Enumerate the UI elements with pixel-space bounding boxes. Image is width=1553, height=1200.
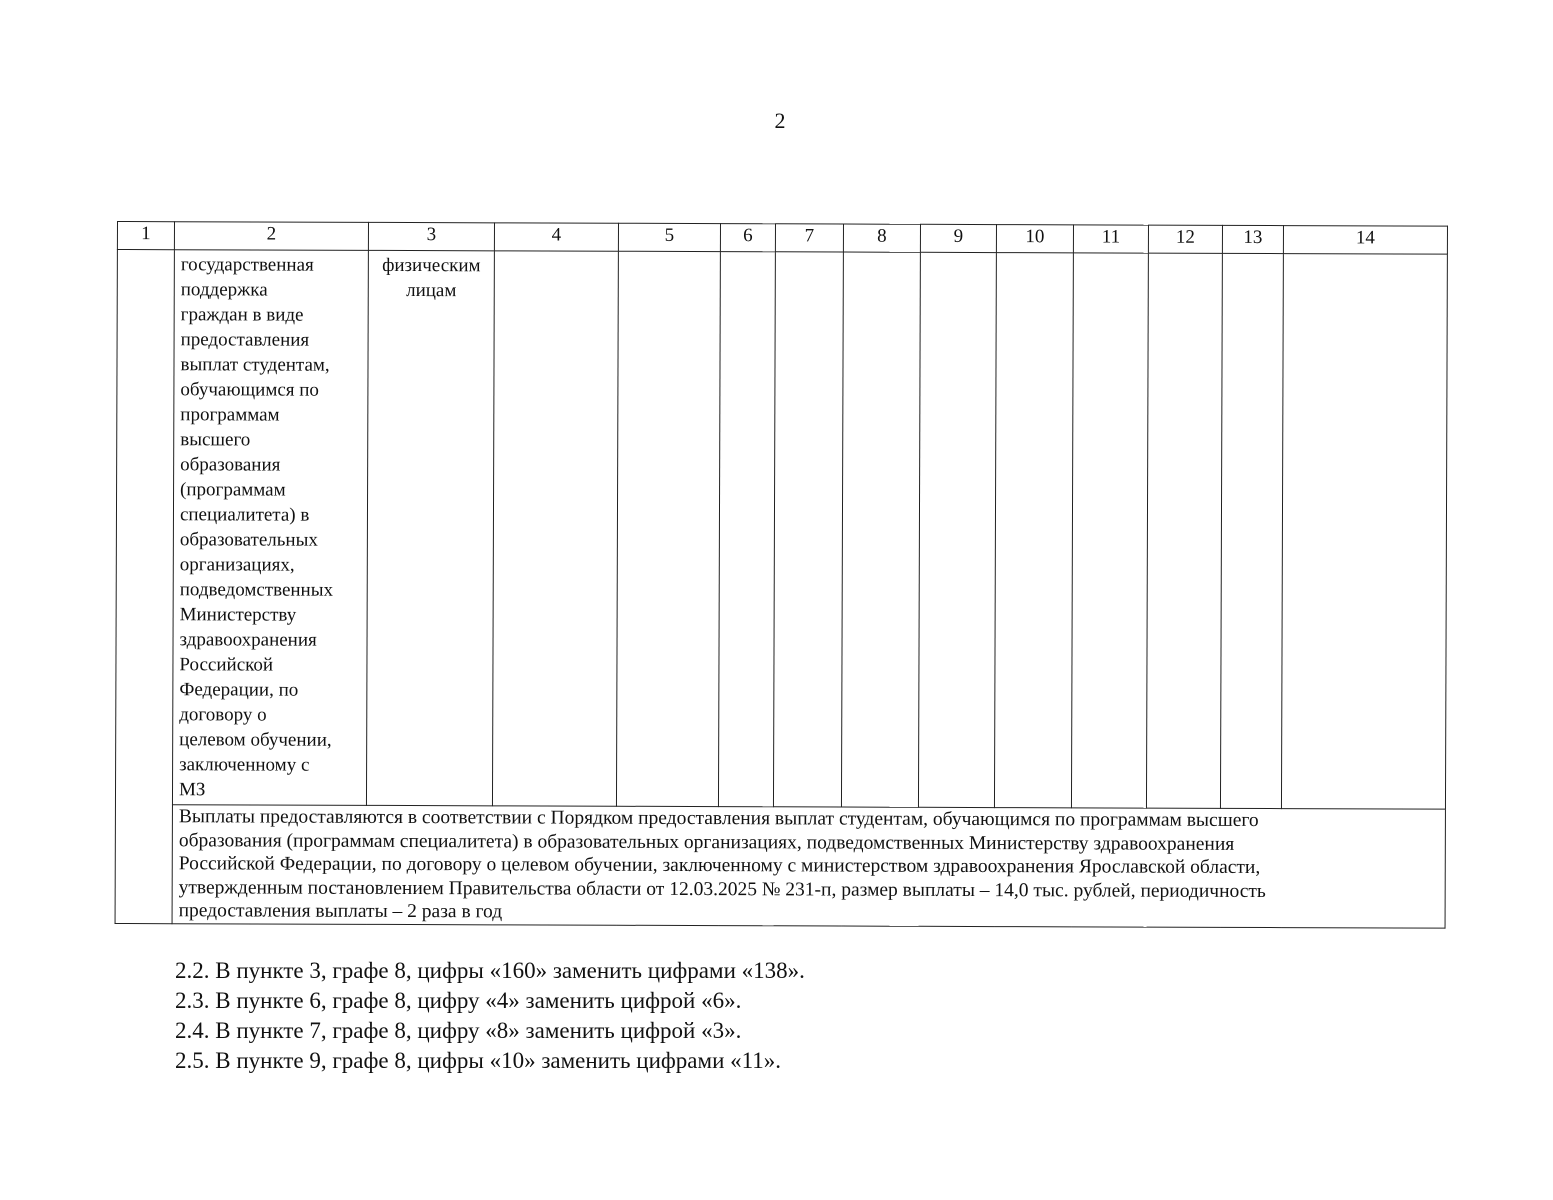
- table-cell-col9: [918, 252, 996, 807]
- column-header: 10: [996, 225, 1073, 253]
- table-cell-col11: [1071, 253, 1148, 808]
- text-line: договору о: [179, 704, 267, 726]
- instruction-item: 2.5. В пункте 9, графе 8, цифры «10» заменить цифрами «11».: [175, 1048, 782, 1073]
- text-line: организациях,: [179, 554, 295, 576]
- instruction-item: 2.2. В пункте 3, графе 8, цифры «160» заменить цифрами «138».: [175, 958, 805, 983]
- measure-description: [173, 250, 368, 805]
- text-line: программам: [180, 404, 280, 426]
- table-cell-col3: [366, 250, 494, 805]
- text-line: государственная: [180, 254, 314, 276]
- note-line: утвержденным постановлением Правительства области от 12.03.2025 № 231-п, размер выплаты – 14,0 тыс. рублей, периодичность: [178, 876, 1266, 902]
- column-header: 1: [117, 222, 174, 250]
- table-cell-col1: [115, 250, 174, 924]
- text-line: целевом обучении,: [179, 729, 332, 751]
- program-table: [115, 221, 1448, 929]
- note-line: предоставления выплаты – 2 раза в год: [178, 900, 503, 923]
- text-line: предоставления: [180, 329, 310, 351]
- text-line: высшего: [180, 429, 251, 451]
- text-line: лицам: [406, 280, 457, 302]
- text-line: (программам: [180, 479, 286, 501]
- column-header: 3: [368, 222, 494, 250]
- text-line: Российской: [179, 654, 274, 676]
- text-line: специалитета) в: [179, 504, 310, 526]
- table-cell-col14: [1281, 254, 1447, 810]
- text-line: МЗ: [178, 779, 206, 801]
- text-line: выплат студентам,: [180, 354, 330, 376]
- text-line: обучающимся по: [180, 379, 319, 401]
- column-header: 8: [843, 224, 920, 252]
- page-number: 2: [774, 108, 786, 133]
- text-line: образования: [180, 454, 281, 476]
- table-cell-col10: [994, 253, 1073, 808]
- column-header: 5: [618, 223, 720, 251]
- payment-note: [173, 805, 1445, 927]
- note-line: Выплаты предоставляются в соответствии с Порядком предоставления выплат студентам, обучающимся по программам высшего: [178, 806, 1259, 831]
- text-line: заключенному с: [179, 754, 310, 776]
- table-cell-col12: [1146, 253, 1222, 808]
- text-line: граждан в виде: [180, 304, 304, 326]
- table-row: [115, 250, 1447, 810]
- column-header: 13: [1222, 225, 1283, 253]
- text-line: здравоохранения: [179, 629, 317, 651]
- table-cell-col2: [172, 250, 368, 806]
- amendment-instructions: [175, 956, 805, 1076]
- column-header: 12: [1148, 225, 1222, 253]
- table-cell-col6: [718, 252, 775, 807]
- column-header: 7: [775, 224, 843, 252]
- table-cell-col5: [616, 251, 720, 806]
- text-line: образовательных: [179, 529, 318, 551]
- text-line: физическим: [382, 254, 481, 277]
- table-cell-col13: [1220, 253, 1283, 808]
- table-cell-col4: [492, 251, 618, 806]
- column-header: 14: [1283, 226, 1447, 255]
- note-line: образования (программам специалитета) в образовательных организациях, подведомственных Министерству здравоохранения: [178, 829, 1235, 855]
- text-line: подведомственных: [179, 579, 334, 601]
- recipient-text: [369, 251, 494, 305]
- text-line: Министерству: [179, 604, 297, 626]
- column-header: 11: [1073, 225, 1148, 253]
- instruction-item: 2.3. В пункте 6, графе 8, цифру «4» заменить цифрой «6».: [175, 988, 742, 1013]
- column-header: 4: [494, 223, 618, 251]
- column-header: 6: [720, 224, 775, 252]
- column-header: 2: [174, 222, 368, 251]
- table-cell-col8: [841, 252, 920, 807]
- instruction-item: 2.4. В пункте 7, графе 8, цифру «8» заменить цифрой «3».: [175, 1018, 742, 1043]
- table-note-row: [115, 804, 1445, 928]
- column-header: 9: [920, 224, 996, 252]
- table-note-cell: [172, 805, 1445, 928]
- program-table-container: [115, 221, 1447, 929]
- text-line: Федерации, по: [179, 679, 299, 701]
- text-line: поддержка: [180, 279, 268, 301]
- table-cell-col7: [773, 252, 843, 807]
- note-line: Российской Федерации, по договору о целевом обучении, заключенному с министерством здравоохранения Ярославской области,: [178, 853, 1261, 878]
